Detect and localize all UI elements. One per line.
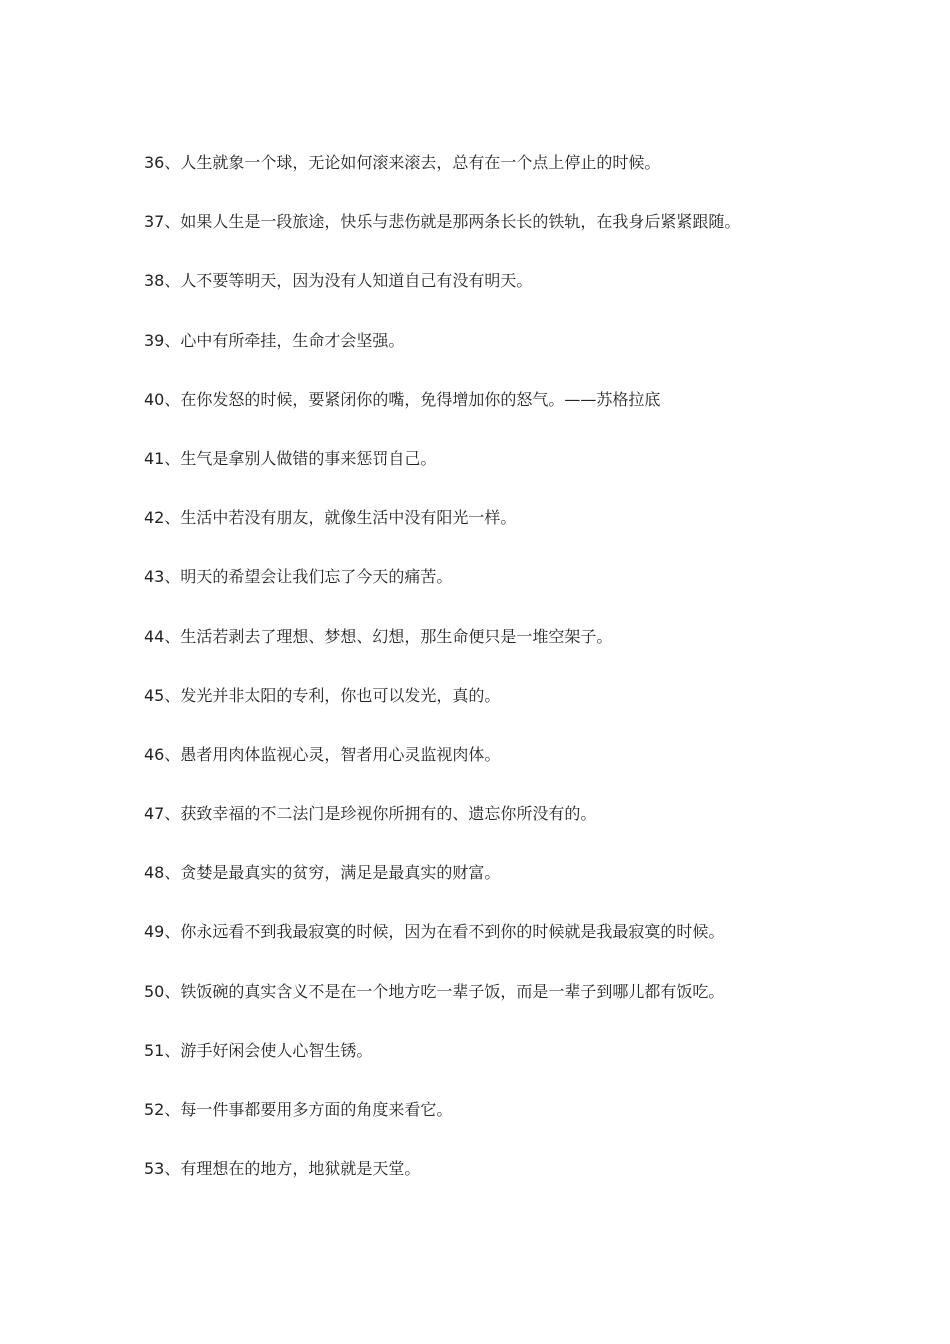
quote-49: 49、你永远看不到我最寂寞的时候，因为在看不到你的时候就是我最寂寞的时候。 [144, 922, 725, 942]
quote-42: 42、生活中若没有朋友，就像生活中没有阳光一样。 [144, 508, 517, 528]
quote-39: 39、心中有所牵挂，生命才会坚强。 [144, 330, 405, 350]
quote-44: 44、生活若剥去了理想、梦想、幻想，那生命便只是一堆空架子。 [144, 626, 613, 646]
quote-45: 45、发光并非太阳的专利，你也可以发光，真的。 [144, 685, 501, 705]
quote-52: 52、每一件事都要用多方面的角度来看它。 [144, 1100, 453, 1119]
quote-51: 51、游手好闲会使人心智生锈。 [144, 1040, 373, 1060]
quote-list [144, 148, 904, 1213]
quote-37: 37、如果人生是一段旅途，快乐与悲伤就是那两条长长的铁轨，在我身后紧紧跟随。 [144, 212, 741, 232]
quote-46: 46、愚者用肉体监视心灵，智者用心灵监视肉体。 [144, 744, 501, 764]
quote-41: 41、生气是拿别人做错的事来惩罚自己。 [144, 448, 437, 468]
quote-43: 43、明天的希望会让我们忘了今天的痛苦。 [144, 567, 453, 587]
quote-36: 36、人生就象一个球，无论如何滚来滚去，总有在一个点上停止的时候。 [144, 153, 661, 172]
quote-53: 53、有理想在的地方，地狱就是天堂。 [144, 1159, 421, 1179]
quote-40: 40、在你发怒的时候，要紧闭你的嘴，免得增加你的怒气。——苏格拉底 [144, 389, 661, 409]
quote-38: 38、人不要等明天，因为没有人知道自己有没有明天。 [144, 271, 533, 291]
quote-48: 48、贪婪是最真实的贫穷，满足是最真实的财富。 [144, 863, 501, 883]
quote-50: 50、铁饭碗的真实含义不是在一个地方吃一辈子饭，而是一辈子到哪儿都有饭吃。 [144, 981, 725, 1001]
quote-47: 47、获致幸福的不二法门是珍视你所拥有的、遗忘你所没有的。 [144, 804, 597, 824]
